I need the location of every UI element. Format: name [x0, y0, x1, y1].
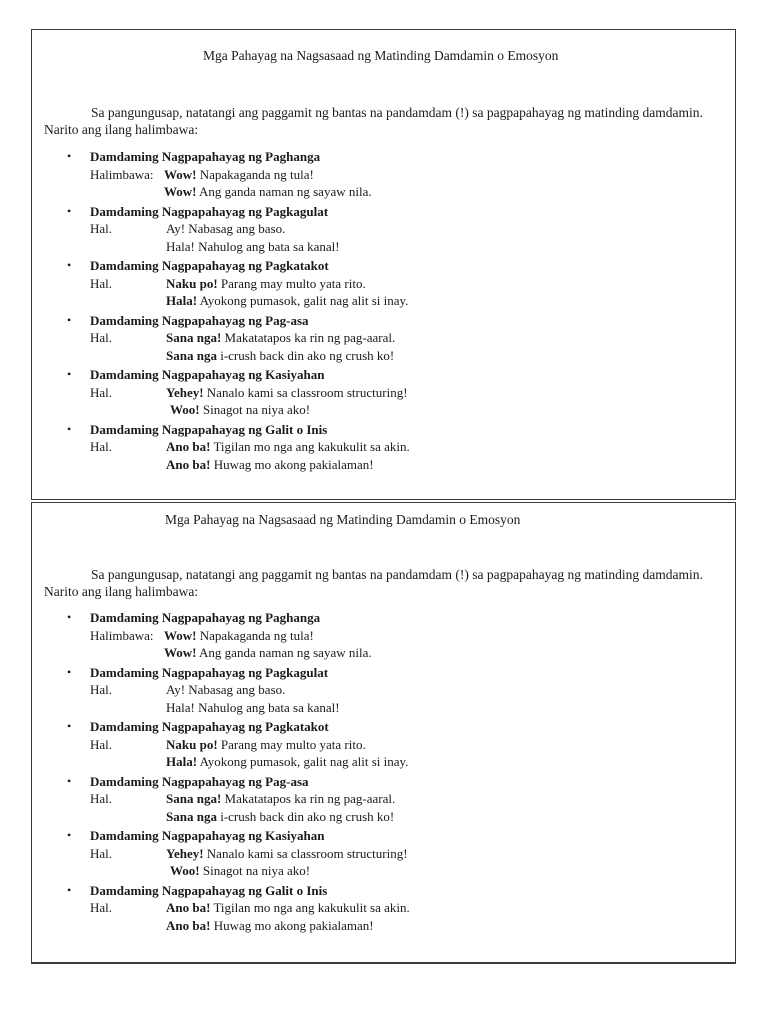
example-label: Hal.: [90, 791, 113, 806]
list-item: [32, 148, 735, 201]
example-interjection: Sana nga: [166, 347, 217, 363]
example-line: [90, 275, 735, 293]
example-line: [90, 166, 735, 184]
example-interjection: Ano ba!: [166, 439, 211, 454]
bullet: •: [67, 719, 72, 733]
bullet: •: [67, 149, 72, 163]
example-text: Hala! Nahulog ang bata sa kanal!: [166, 699, 340, 715]
emotion-heading: Damdaming Nagpapahayag ng Pagkagulat: [90, 203, 329, 219]
worksheet-card-top: [31, 29, 736, 500]
emotion-heading: Damdaming Nagpapahayag ng Pag-asa: [90, 312, 309, 328]
bullet: •: [67, 258, 72, 272]
example-line: [90, 292, 735, 310]
example-text: Huwag mo akong pakialaman!: [210, 456, 374, 472]
example-line: [90, 183, 735, 201]
emotion-list: [32, 148, 735, 473]
example-text: Ayokong pumasok, galit nag alit si inay.: [197, 754, 409, 769]
example-label: Hal.: [90, 439, 113, 454]
example-text: Makatatapos ka rin ng pag-aaral.: [221, 330, 396, 345]
example-interjection: Ano ba!: [166, 917, 211, 933]
example-interjection: Naku po!: [166, 736, 218, 752]
example-line: [90, 456, 735, 474]
example-text: Tigilan mo nga ang kakukulit sa akin.: [210, 439, 410, 454]
example-line: [90, 238, 735, 256]
example-text: Ang ganda naman ng sayaw nila.: [196, 645, 372, 660]
example-text: Parang may multo yata rito.: [217, 736, 366, 752]
example-interjection: Sana nga!: [166, 330, 222, 345]
example-text: Ayokong pumasok, galit nag alit si inay.: [197, 293, 409, 308]
example-interjection: Sana nga!: [166, 791, 222, 806]
example-line: [90, 384, 735, 402]
intro-paragraph: [44, 104, 735, 138]
card-title: Mga Pahayag na Nagsasaad ng Matinding Damdamin o Emosyon: [203, 48, 559, 63]
example-line: [90, 790, 735, 808]
example-line: [90, 753, 735, 771]
bullet: •: [67, 312, 72, 327]
example-line: [90, 899, 735, 917]
emotion-heading: Damdaming Nagpapahayag ng Pag-asa: [90, 773, 309, 789]
example-line: [90, 808, 735, 826]
emotion-heading: Damdaming Nagpapahayag ng Paghanga: [90, 610, 321, 625]
card-title: Mga Pahayag na Nagsasaad ng Matinding Damdamin o Emosyon: [165, 512, 521, 527]
example-interjection: Hala!: [166, 293, 198, 308]
example-interjection: Hala!: [166, 754, 198, 769]
example-line: [90, 347, 735, 365]
list-item: [32, 664, 735, 717]
example-interjection: Wow!: [164, 166, 197, 182]
bullet: •: [67, 610, 72, 624]
intro-paragraph: [44, 566, 735, 600]
example-line: [90, 438, 735, 456]
example-text: i-crush back din ako ng crush ko!: [216, 347, 395, 363]
example-label: Hal.: [90, 736, 113, 752]
example-label: Halimbawa:: [90, 627, 154, 643]
bullet: •: [67, 203, 72, 218]
example-text: Hala! Nahulog ang bata sa kanal!: [166, 238, 340, 254]
example-text: Huwag mo akong pakialaman!: [210, 917, 374, 933]
bullet: •: [67, 664, 72, 679]
list-item: [32, 203, 735, 256]
intro-text: Sa pangungusap, natatangi ang paggamit ng bantas na pandamdam (!) sa pagpapahayag ng matinding damdamin. Narito ang ilang halimbawa:: [44, 567, 703, 599]
list-item: [32, 718, 735, 771]
example-label: Hal.: [90, 275, 113, 291]
example-interjection: Wow!: [164, 184, 197, 199]
example-text: Tigilan mo nga ang kakukulit sa akin.: [210, 900, 410, 915]
example-text: Parang may multo yata rito.: [217, 275, 366, 291]
list-item: [32, 882, 735, 935]
example-line: [90, 329, 735, 347]
example-interjection: Wow!: [164, 627, 197, 643]
example-text: Ay! Nabasag ang baso.: [166, 682, 286, 697]
bullet: •: [67, 828, 72, 842]
example-line: [90, 644, 735, 662]
bullet: •: [67, 773, 72, 788]
list-item: [32, 609, 735, 662]
example-interjection: Naku po!: [166, 275, 218, 291]
example-line: [90, 627, 735, 645]
example-text: Ang ganda naman ng sayaw nila.: [196, 184, 372, 199]
example-interjection: Woo!: [170, 863, 200, 878]
example-line: [90, 862, 735, 880]
example-line: [90, 401, 735, 419]
example-interjection: Wow!: [164, 645, 197, 660]
emotion-heading: Damdaming Nagpapahayag ng Galit o Inis: [90, 882, 328, 898]
intro-text: Sa pangungusap, natatangi ang paggamit ng bantas na pandamdam (!) sa pagpapahayag ng matinding damdamin. Narito ang ilang halimbawa:: [44, 105, 703, 137]
emotion-heading: Damdaming Nagpapahayag ng Kasiyahan: [90, 367, 325, 382]
example-text: Sinagot na niya ako!: [199, 863, 311, 878]
emotion-heading: Damdaming Nagpapahayag ng Paghanga: [90, 149, 321, 164]
example-line: [90, 845, 735, 863]
example-label: Halimbawa:: [90, 166, 154, 182]
example-label: Hal.: [90, 330, 113, 345]
example-line: [90, 736, 735, 754]
bullet: •: [67, 421, 72, 436]
example-text: Sinagot na niya ako!: [199, 402, 311, 417]
example-label: Hal.: [90, 900, 113, 915]
emotion-heading: Damdaming Nagpapahayag ng Galit o Inis: [90, 421, 328, 437]
list-item: [32, 827, 735, 880]
list-item: [32, 421, 735, 474]
example-text: Ay! Nabasag ang baso.: [166, 221, 286, 236]
list-item: [32, 773, 735, 826]
example-line: [90, 699, 735, 717]
emotion-heading: Damdaming Nagpapahayag ng Pagkatakot: [90, 258, 329, 273]
example-text: Makatatapos ka rin ng pag-aaral.: [221, 791, 396, 806]
example-label: Hal.: [90, 845, 113, 861]
bullet: •: [67, 882, 72, 897]
example-label: Hal.: [90, 221, 113, 236]
list-item: [32, 257, 735, 310]
list-item: [32, 312, 735, 365]
example-line: [90, 220, 735, 238]
emotion-heading: Damdaming Nagpapahayag ng Pagkagulat: [90, 664, 329, 680]
example-interjection: Sana nga: [166, 808, 217, 824]
example-label: Hal.: [90, 682, 113, 697]
example-text: Nanalo kami sa classroom structuring!: [203, 384, 408, 400]
emotion-heading: Damdaming Nagpapahayag ng Kasiyahan: [90, 828, 325, 843]
example-interjection: Ano ba!: [166, 456, 211, 472]
example-interjection: Yehey!: [166, 384, 204, 400]
example-text: Napakaganda ng tula!: [196, 166, 314, 182]
example-interjection: Woo!: [170, 402, 200, 417]
example-text: Napakaganda ng tula!: [196, 627, 314, 643]
example-interjection: Yehey!: [166, 845, 204, 861]
bullet: •: [67, 367, 72, 381]
example-label: Hal.: [90, 384, 113, 400]
example-text: Nanalo kami sa classroom structuring!: [203, 845, 408, 861]
emotion-list: [32, 609, 735, 934]
example-text: i-crush back din ako ng crush ko!: [216, 808, 395, 824]
emotion-heading: Damdaming Nagpapahayag ng Pagkatakot: [90, 719, 329, 734]
example-interjection: Ano ba!: [166, 900, 211, 915]
worksheet-card-bottom: [31, 502, 736, 964]
example-line: [90, 681, 735, 699]
list-item: [32, 366, 735, 419]
example-line: [90, 917, 735, 935]
